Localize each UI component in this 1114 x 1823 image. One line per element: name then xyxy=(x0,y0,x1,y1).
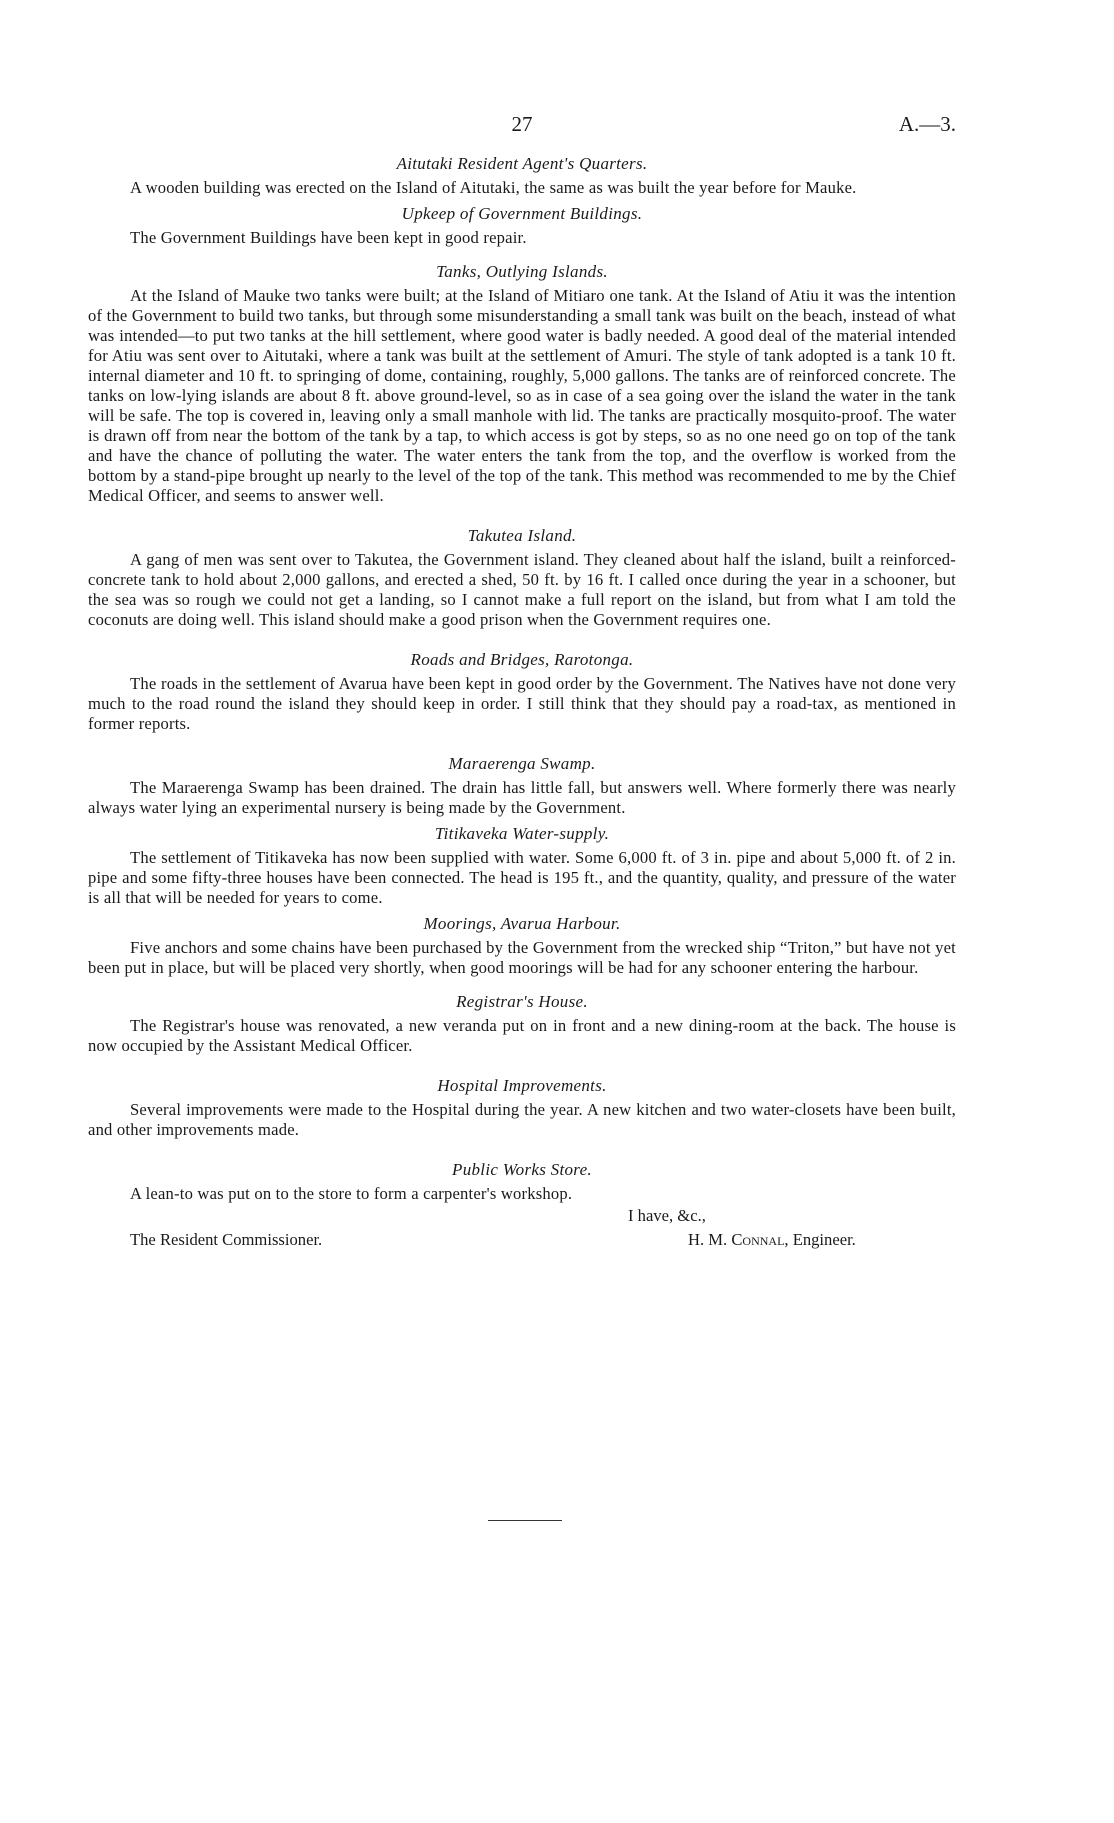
paragraph: The Government Buildings have been kept in good repair. xyxy=(130,228,527,247)
signatory-initials: H. M. xyxy=(688,1230,728,1249)
page-header xyxy=(88,112,956,148)
section-upkeep-buildings xyxy=(88,204,956,248)
section-heading: Titikaveka Water-supply. xyxy=(434,824,610,843)
paragraph: Five anchors and some chains have been purchased by the Government from the wrecked ship “Triton,” but have not yet been put in place, but will be placed very shortly, when good moorings will be had for any schooner entering the harbour. xyxy=(88,938,956,977)
signatory-name: Connal xyxy=(731,1230,785,1249)
section-roads-bridges xyxy=(88,650,956,734)
section-heading: Registrar's House. xyxy=(456,992,588,1011)
paragraph: The Registrar's house was renovated, a new veranda put on in front and a new dining-room at the back. The house is now occupied by the Assistant Medical Officer. xyxy=(88,1016,956,1055)
paragraph: A lean-to was put on to the store to form a carpenter's workshop. xyxy=(130,1184,573,1203)
section-aitutaki-quarters xyxy=(88,154,956,198)
paragraph: At the Island of Mauke two tanks were built; at the Island of Mitiaro one tank. At the Island of Atiu it was the intention of the Government to build two tanks, but through some misunderstanding a small tank was built on the beach, instead of what was intended—to put two tanks at the hill settlement, where good water is badly needed. A good deal of the material intended for Atiu was sent over to Aitutaki, where a tank was built at the settlement of Amuri. The style of tank adopted is a tank 10 ft. internal diameter and 10 ft. to springing of dome, containing, roughly, 5,000 gallons. The tanks are of reinforced concrete. The tanks on low-lying islands are about 8 ft. above ground-level, so as in case of a sea going over the island the water in the tank will be safe. The top is covered in, leaving only a small manhole with lid. The tanks are practically mosquito-proof. The water is drawn off from near the bottom of the tank by a tap, to which access is got by steps, so as no one need go on top of the tank and have the chance of polluting the water. The water enters the tank from the top, and the overflow is worked from the bottom by a stand-pipe brought up nearly to the level of the top of the tank. This method was recommended to me by the Chief Medical Officer, and seems to answer well. xyxy=(88,286,956,505)
paragraph: A gang of men was sent over to Takutea, the Government island. They cleaned about half the island, built a reinforced-concrete tank to hold about 2,000 gallons, and erected a shed, 50 ft. by 16 ft. I called once during the year in a schooner, but the sea was so rough we could not get a landing, so I cannot make a full report on the island, but from what I am told the coconuts are doing well. This island should make a good prison when the Government requires one. xyxy=(88,550,956,629)
closing-line: I have, &c., xyxy=(628,1206,706,1225)
signoff-block xyxy=(88,1206,956,1252)
page-number: 27 xyxy=(511,112,533,136)
section-heading: Moorings, Avarua Harbour. xyxy=(423,914,621,933)
paragraph: The settlement of Titikaveka has now been supplied with water. Some 6,000 ft. of 3 in. pipe and about 5,000 ft. of 2 in. pipe and some fifty-three houses have been connected. The head is 195 ft., and the quantity, quality, and pressure of the water is all that will be needed for years to come. xyxy=(88,848,956,907)
section-heading: Aitutaki Resident Agent's Quarters. xyxy=(396,154,648,173)
signatory-title: , Engineer. xyxy=(784,1230,856,1249)
section-public-works-store xyxy=(88,1160,956,1204)
document-page xyxy=(88,112,956,1252)
section-heading: Maraerenga Swamp. xyxy=(448,754,596,773)
section-heading: Takutea Island. xyxy=(467,526,577,545)
section-moorings-harbour xyxy=(88,914,956,978)
section-maraerenga-swamp xyxy=(88,754,956,818)
signatory xyxy=(688,1230,856,1250)
paragraph: A wooden building was erected on the Island of Aitutaki, the same as was built the year before for Mauke. xyxy=(130,178,857,197)
section-heading: Roads and Bridges, Rarotonga. xyxy=(410,650,634,669)
paragraph: Several improvements were made to the Hospital during the year. A new kitchen and two water-closets have been built, and other improvements made. xyxy=(88,1100,956,1139)
section-heading: Tanks, Outlying Islands. xyxy=(436,262,608,281)
section-hospital-improvements xyxy=(88,1076,956,1140)
section-registrars-house xyxy=(88,992,956,1056)
section-heading: Upkeep of Government Buildings. xyxy=(401,204,643,223)
series-code: A.—3. xyxy=(898,112,956,136)
section-tanks-outlying-islands xyxy=(88,262,956,506)
end-rule xyxy=(488,1520,562,1521)
paragraph: The roads in the settlement of Avarua have been kept in good order by the Government. The Natives have not done very much to the road round the island they should keep in order. I still think that they should pay a road-tax, as mentioned in former reports. xyxy=(88,674,956,733)
section-heading: Public Works Store. xyxy=(452,1160,592,1179)
paragraph: The Maraerenga Swamp has been drained. The drain has little fall, but answers well. Where formerly there was nearly always water lying an experimental nursery is being made by the Government. xyxy=(88,778,956,817)
section-heading: Hospital Improvements. xyxy=(437,1076,607,1095)
section-titikaveka-water xyxy=(88,824,956,908)
section-takutea-island xyxy=(88,526,956,630)
recipient: The Resident Commissioner. xyxy=(130,1230,323,1249)
